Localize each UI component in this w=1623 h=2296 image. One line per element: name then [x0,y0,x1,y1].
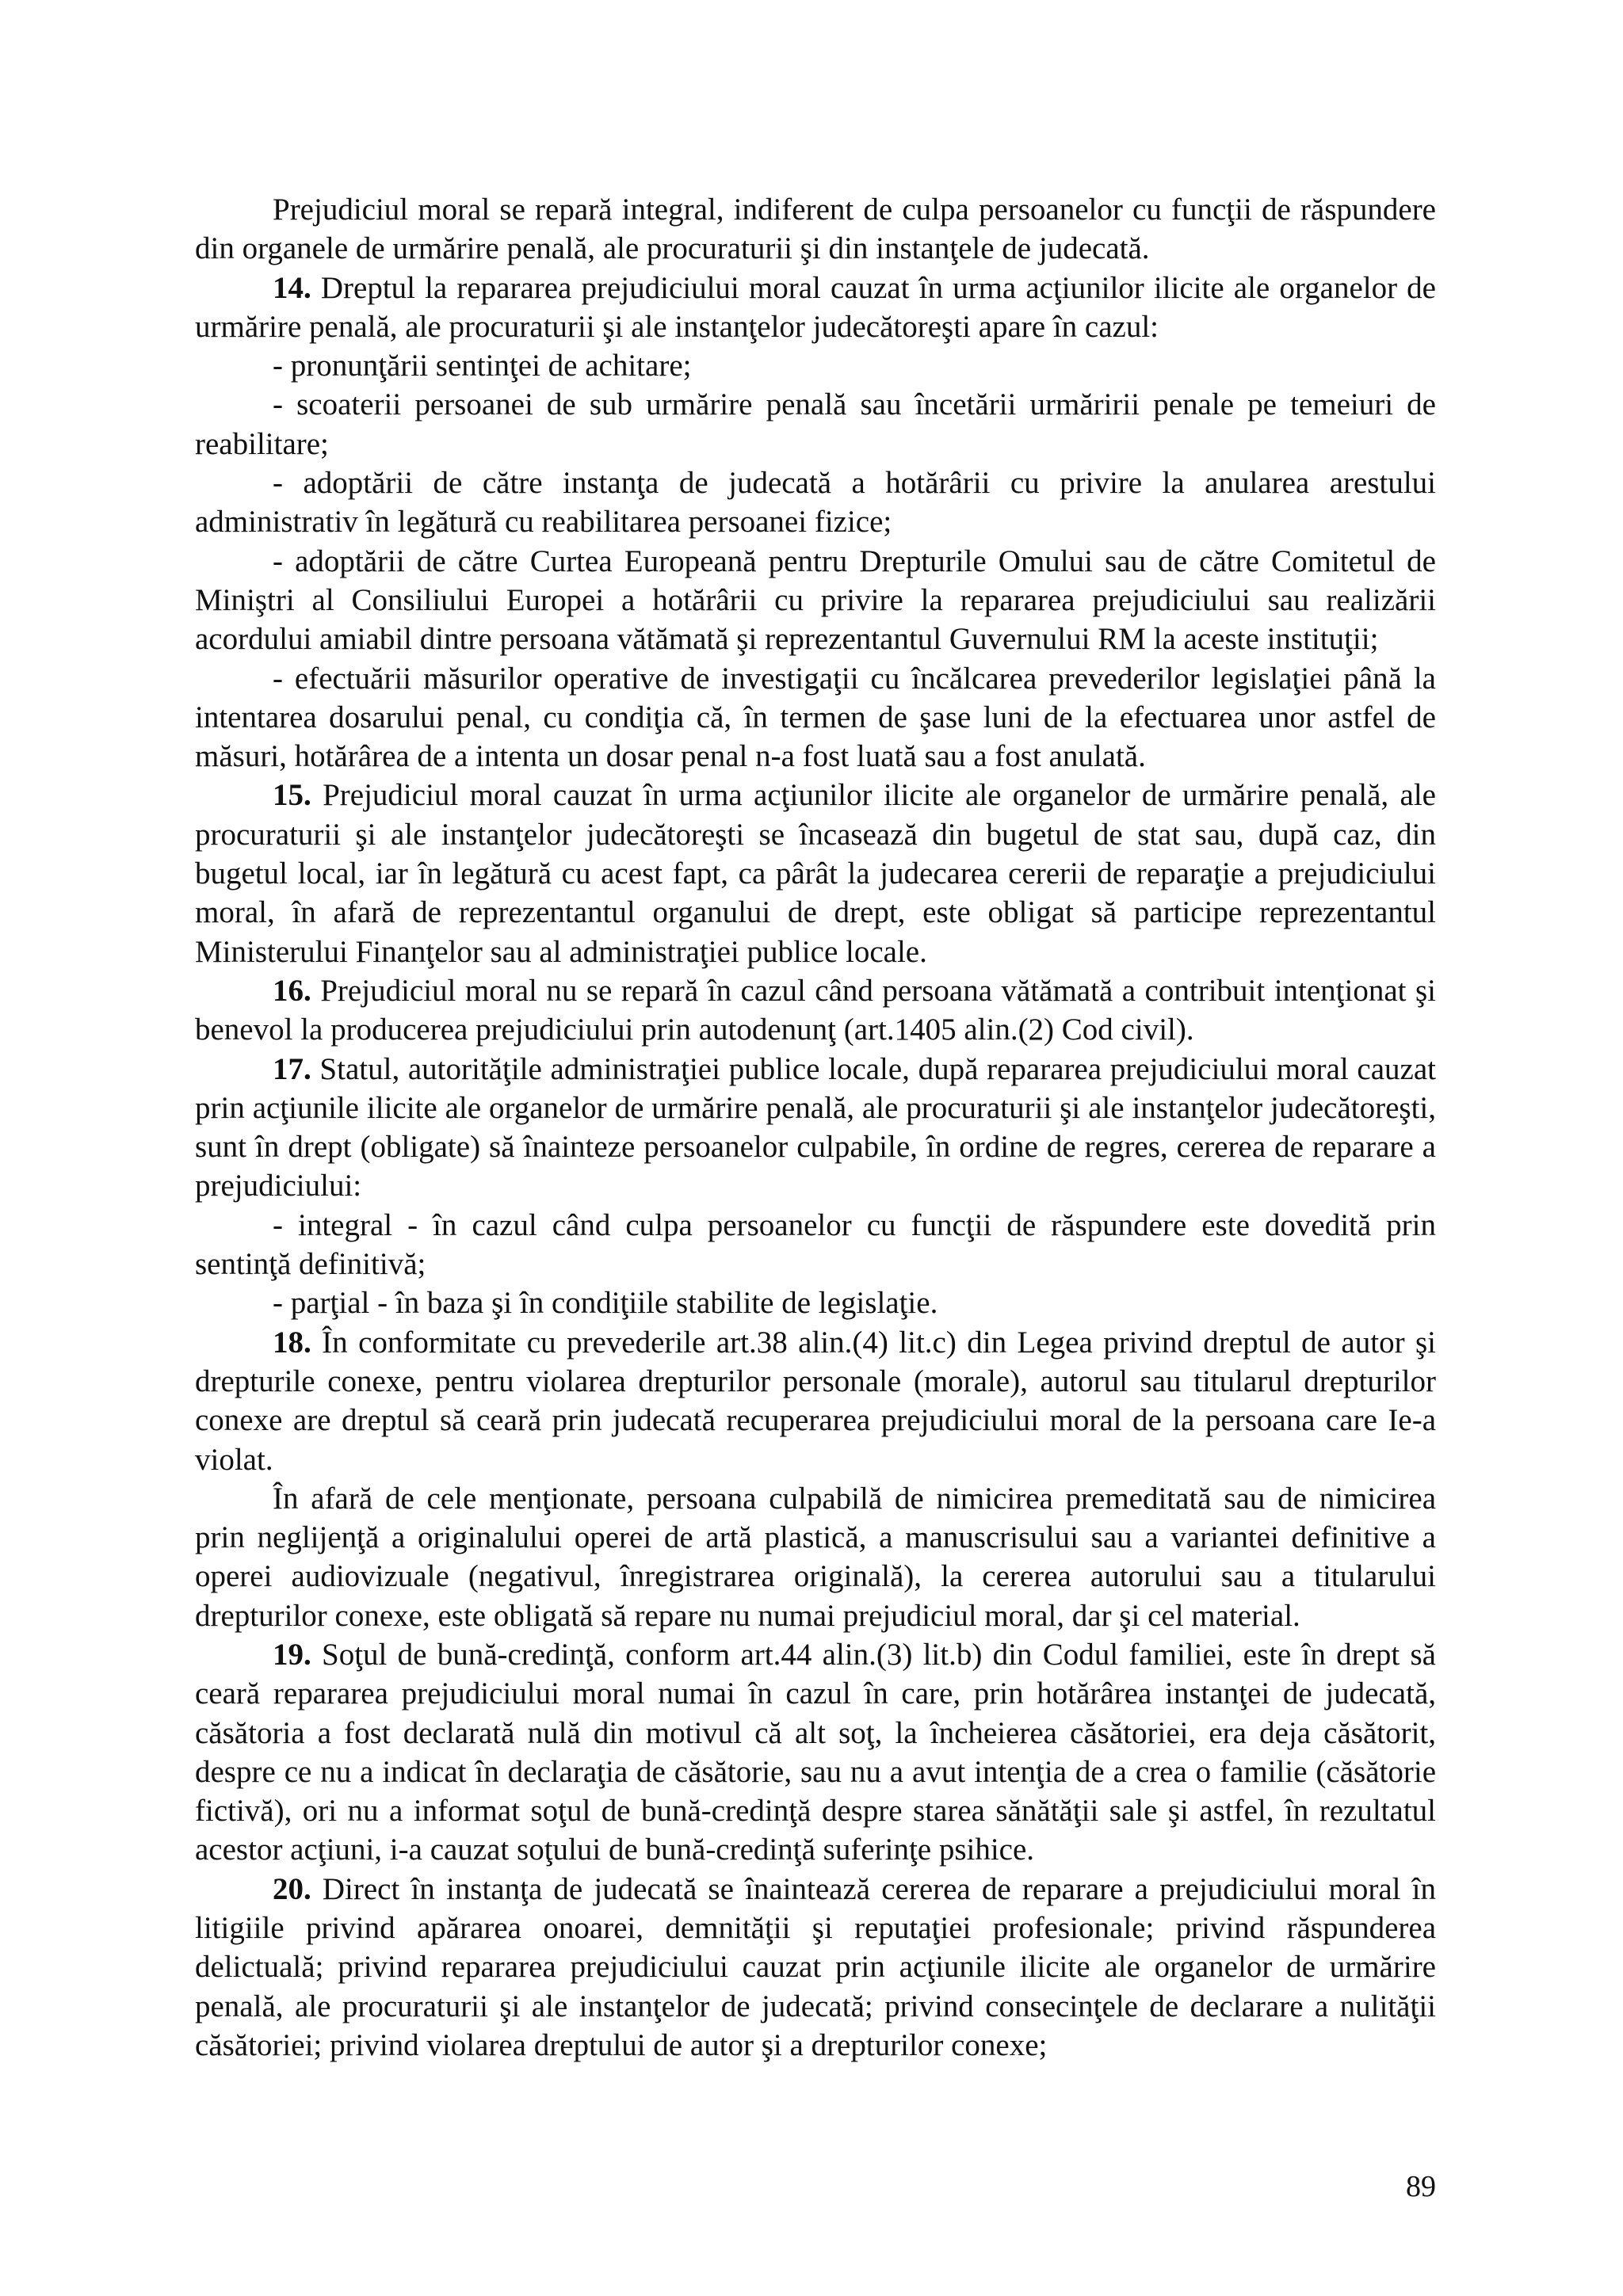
paragraph-17-b [195,1283,1436,1322]
paragraph-14-d [195,542,1436,659]
paragraph-intro [195,190,1436,269]
paragraph-17 [195,1050,1436,1206]
paragraph-17-a [195,1206,1436,1284]
paragraph-text: - adoptării de către Curtea Europeană pentru Drepturile Omului sau de către Comitetul de Miniştri al Consiliului Europei a hotărârii cu privire la repararea prejudiciului sau realizării acordului amiabil dintre persoana vătămată şi reprezentantul Guvernului RM la aceste instituţii; [195,543,1436,657]
paragraph-14 [195,269,1436,347]
paragraph-20 [195,1870,1436,2065]
paragraph-number: 17. [273,1051,311,1086]
paragraph-text: - scoaterii persoanei de sub urmărire penală sau încetării urmăririi penale pe temeiuri de reabilitare; [195,387,1436,461]
paragraph-19 [195,1635,1436,1870]
paragraph-text: Statul, autorităţile administraţiei publice locale, după repararea prejudiciului moral cauzat prin acţiunile ilicite ale organelor de urmărire penală, ale procuraturii şi ale instanţelor judecătoreşti, sunt în drept (obligate) să înainteze persoanelor culpabile, în ordine de regres, cererea de reparare a prejudiciului: [195,1051,1436,1203]
document-body [195,190,1436,2065]
paragraph-16 [195,971,1436,1050]
paragraph-text: Prejudiciul moral nu se repară în cazul când persoana vătămată a contribuit intenţionat şi benevol la producerea prejudiciului prin autodenunţ (art.1405 alin.(2) Cod civil). [195,973,1436,1047]
paragraph-text: - pronunţării sentinţei de achitare; [273,349,692,383]
paragraph-18-b [195,1479,1436,1635]
paragraph-text: - efectuării măsurilor operative de investigaţii cu încălcarea prevederilor legislaţiei până la intentarea dosarului penal, cu condiţia că, în termen de şase luni de la efectuarea unor astfel de măsuri, hotărârea de a intenta un dosar penal n-a fost luată sau a fost anulată. [195,661,1436,774]
paragraph-number: 19. [273,1637,311,1672]
paragraph-14-c [195,463,1436,542]
paragraph-14-b [195,385,1436,463]
paragraph-text: - adoptării de către instanţa de judecată a hotărârii cu privire la anularea arestului administrativ în legătură cu reabilitarea persoanei fizice; [195,466,1436,540]
paragraph-number: 16. [273,973,311,1008]
paragraph-14-e [195,659,1436,776]
paragraph-text: - parţial - în baza şi în condiţiile stabilite de legislaţie. [273,1286,938,1321]
paragraph-text: Prejudiciul moral cauzat în urma acţiunilor ilicite ale organelor de urmărire penală, ale procuraturii şi ale instanţelor judecătoreşti se încasează din bugetul de stat sau, după caz, din bugetul local, iar în legătură cu acest fapt, ca pârât la judecarea cererii de reparaţie a prejudiciului moral, în afară de reprezentantul organului de drept, este obligat să participe reprezentantul Ministerului Finanţelor sau al administraţiei publice locale. [195,778,1436,969]
paragraph-18 [195,1323,1436,1479]
paragraph-14-a [195,346,1436,385]
paragraph-text: Dreptul la repararea prejudiciului moral cauzat în urma acţiunilor ilicite ale organelor de urmărire penală, ale procuraturii şi ale instanţelor judecătoreşti apare în cazul: [195,270,1436,344]
paragraph-number: 15. [273,778,311,813]
paragraph-number: 18. [273,1325,311,1360]
page-number: 89 [1406,2170,1436,2203]
paragraph-text: Direct în instanţa de judecată se înaintează cererea de reparare a prejudiciului moral în litigiile privind apărarea onoarei, demnităţii şi reputaţiei profesionale; privind răspunderea delictuală; privind repararea prejudiciului cauzat prin acţiunile ilicite ale organelor de urmărire penală, ale procuraturii şi ale instanţelor de judecată; privind consecinţele de declarare a nulităţii căsătoriei; privind violarea dreptului de autor şi a drepturilor conexe; [195,1871,1436,2062]
paragraph-15 [195,776,1436,971]
paragraph-text: În conformitate cu prevederile art.38 alin.(4) lit.c) din Legea privind dreptul de autor şi drepturile conexe, pentru violarea drepturilor personale (morale), autorul sau titularul drepturilor conexe are dreptul să ceară prin judecată recuperarea prejudiciului moral de la persoana care Ie-a violat. [195,1325,1436,1477]
paragraph-text: În afară de cele menţionate, persoana culpabilă de nimicirea premeditată sau de nimicirea prin neglijenţă a originalului operei de artă plastică, a manuscrisului sau a variantei definitive a operei audiovizuale (negativul, înregistrarea originală), la cererea autorului sau a titularului drepturilor conexe, este obligată să repare nu numai prejudiciul moral, dar şi cel material. [195,1481,1436,1633]
paragraph-text: - integral - în cazul când culpa persoanelor cu funcţii de răspundere este dovedită prin sentinţă definitivă; [195,1207,1436,1282]
paragraph-text: Prejudiciul moral se repară integral, indiferent de culpa persoanelor cu funcţii de răspundere din organele de urmărire penală, ale procuraturii şi din instanţele de judecată. [195,193,1436,266]
paragraph-text: Soţul de bună-credinţă, conform art.44 alin.(3) lit.b) din Codul familiei, este în drept să ceară repararea prejudiciului moral numai în cazul în care, prin hotărârea instanţei de judecată, căsătoria a fost declarată nulă din motivul că alt soţ, la încheierea căsătoriei, era deja căsătorit, despre ce nu a indicat în declaraţia de căsătorie, sau nu a avut intenţia de a crea o familie (căsătorie fictivă), ori nu a informat soţul de bună-credinţă despre starea sănătăţii sale şi astfel, în rezultatul acestor acţiuni, i-a cauzat soţului de bună-credinţă suferinţe psihice. [195,1637,1436,1867]
paragraph-number: 14. [273,270,311,305]
paragraph-number: 20. [273,1871,311,1906]
